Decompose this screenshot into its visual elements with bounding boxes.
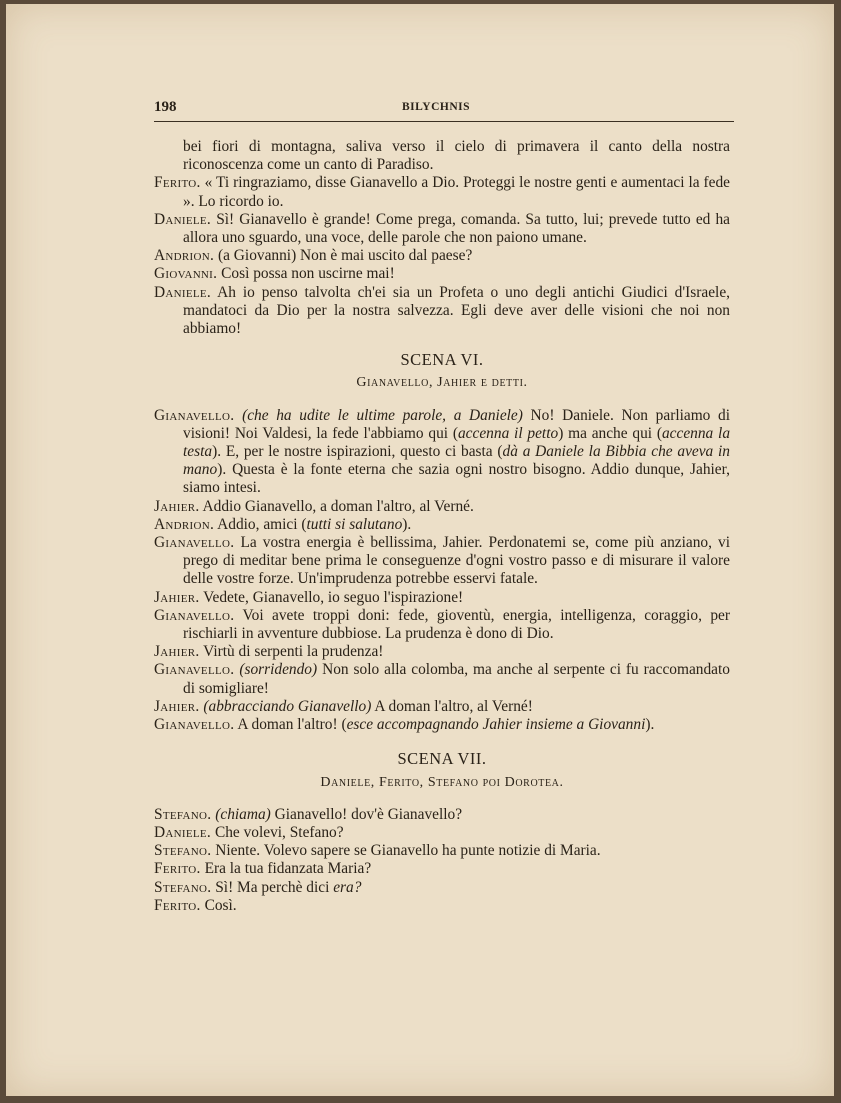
stage-direction: esce accompagnando Jahier insieme a Giovanni <box>346 716 646 734</box>
dialogue-line <box>154 607 730 643</box>
scene-7-dialogue <box>154 806 730 915</box>
stage-direction: (chiama) <box>215 805 271 823</box>
paragraph: bei fiori di montagna, saliva verso il cielo di primavera il canto della nostra riconoscenza come un canto di Paradiso. <box>183 138 730 174</box>
dialogue-line <box>154 842 730 860</box>
line-text: Sì! Ma perchè dici <box>215 878 334 896</box>
line-text: No! Daniele. Non parliamo di visioni! Noi Valdesi, la fede l'abbiamo qui ( <box>183 406 730 442</box>
stage-direction: accenna la testa <box>183 424 731 461</box>
line-text: Voi avete troppi doni: fede, gioventù, energia, intelligenza, coraggio, per rischiarli in avventure dubbiose. La prudenza è dono di Dio. <box>183 606 730 643</box>
dialogue-line <box>154 860 730 878</box>
speaker: Daniele. <box>154 283 212 301</box>
speaker: Andrion. <box>154 247 215 265</box>
stage-direction: era? <box>333 878 362 896</box>
scene-characters: Gianavello, Jahier e detti. <box>356 375 528 391</box>
dialogue-line <box>154 498 730 516</box>
speaker: Ferito. <box>154 174 201 192</box>
speaker: Ferito. <box>154 860 201 878</box>
speaker: Jahier. <box>154 588 200 606</box>
dialogue-line: Daniele. Sì! Gianavello è grande! Come prega, comanda. Sa tutto, lui; prevede tutto ed ha allora uno sguardo, una voce, delle parole che non paiono umane. <box>154 210 730 247</box>
line-text: ). <box>645 716 655 734</box>
page-number: 198 <box>154 99 177 115</box>
stage-direction: (sorridendo) <box>239 661 318 679</box>
speaker: Daniele. <box>154 210 212 228</box>
line-text: A doman l'altro, al Verné! <box>371 697 533 715</box>
dialogue-line <box>154 879 730 897</box>
line-text: Vedete, Gianavello, io seguo l'ispirazione! <box>203 588 464 606</box>
speaker: Giovanni. <box>154 265 218 283</box>
dialogue-line <box>154 643 730 661</box>
stage-direction: (che ha udite le ultime parole, a Daniele) <box>242 406 523 424</box>
dialogue-line: Daniele. Ah io penso talvolta ch'ei sia un Profeta o uno degli antichi Giudici d'Israele, mandatoci da Dio per la nostra salvezza. Egli deve aver delle visioni che noi non abbiamo! <box>154 283 730 338</box>
dialogue-line: Ferito. « Ti ringraziamo, disse Gianavello a Dio. Proteggi le nostre genti e aumentaci la fede ». Lo ricordo io. <box>154 174 730 210</box>
dialogue-line <box>154 589 730 607</box>
line-text: Che volevi, Stefano? <box>214 823 344 841</box>
stage-direction: tutti si salutano <box>306 515 403 533</box>
scene-title: SCENA VII. <box>397 749 487 769</box>
speaker: Stefano. <box>154 878 212 896</box>
scene-characters: Daniele, Ferito, Stefano poi Dorotea. <box>320 774 564 790</box>
header-rule <box>154 121 734 122</box>
speaker: Jahier. <box>154 497 200 515</box>
line-text: Virtù di serpenti la prudenza! <box>203 643 384 661</box>
line-text: A doman l'altro! ( <box>237 716 347 734</box>
line-text: La vostra energia è bellissima, Jahier. Perdonatemi se, come più anziano, vi prego di meditar bene prima le conseguenze d'ogni vostro passo e di misurare il valore delle vostre forze. Un'imprudenza potrebbe esservi fatale. <box>183 534 730 588</box>
speaker: Gianavello. <box>154 534 235 552</box>
stage-direction: (abbracciando Gianavello) <box>203 697 372 715</box>
speaker: Gianavello. <box>154 606 235 624</box>
scene-title: SCENA VI. <box>400 350 484 370</box>
speaker: Andrion. <box>154 515 215 533</box>
line-text: ). <box>402 515 412 533</box>
dialogue-line <box>154 897 730 915</box>
speaker: Ferito. <box>154 896 201 914</box>
speaker: Jahier. <box>154 697 200 715</box>
dialogue-line <box>154 824 730 842</box>
speaker: Stefano. <box>154 842 212 860</box>
line-text: Gianavello! dov'è Gianavello? <box>270 805 463 823</box>
scene-6-dialogue <box>154 407 730 735</box>
stage-direction: accenna il petto <box>457 424 559 442</box>
line-text: Così. <box>204 896 237 914</box>
dialogue-line <box>154 407 730 498</box>
dialogue-line <box>154 716 730 734</box>
book-page <box>6 4 834 1096</box>
dialogue-line <box>154 698 730 716</box>
dialogue-line <box>154 516 730 534</box>
dialogue-line <box>154 534 730 589</box>
dialogue-line: Giovanni. Così possa non uscirne mai! <box>154 265 395 283</box>
dialogue-line: Andrion. (a Giovanni) Non è mai uscito dal paese? <box>154 247 473 265</box>
line-text: ) ma anche qui ( <box>558 424 662 442</box>
line-text: Niente. Volevo sapere se Gianavello ha punte notizie di Maria. <box>215 842 601 860</box>
line-text: Addio Gianavello, a doman l'altro, al Verné. <box>202 497 474 515</box>
dialogue-line <box>154 806 730 824</box>
speaker: Daniele. <box>154 823 212 841</box>
dialogue-line <box>154 661 730 697</box>
stage-direction: dà a Daniele la Bibbia che aveva in mano <box>183 443 731 479</box>
line-text: ). E, per le nostre ispirazioni, questo ci basta ( <box>212 443 503 461</box>
speaker: Stefano. <box>154 805 212 823</box>
page-header <box>154 99 730 121</box>
page-body <box>154 138 730 915</box>
line-text: ). Questa è la fonte eterna che sazia ogni nostro bisogno. Addio dunque, Jahier, siamo intesi. <box>183 461 730 497</box>
line-text: Non solo alla colomba, ma anche al serpente ci fu raccomandato di somigliare! <box>183 661 730 697</box>
line-text: Addio, amici ( <box>217 515 307 533</box>
line-text: Era la tua fidanzata Maria? <box>204 860 372 878</box>
speaker: Gianavello. <box>154 716 235 734</box>
speaker: Gianavello. <box>154 406 235 424</box>
speaker: Gianavello. <box>154 661 235 679</box>
running-title: BILYCHNIS <box>402 101 470 113</box>
speaker: Jahier. <box>154 643 200 661</box>
